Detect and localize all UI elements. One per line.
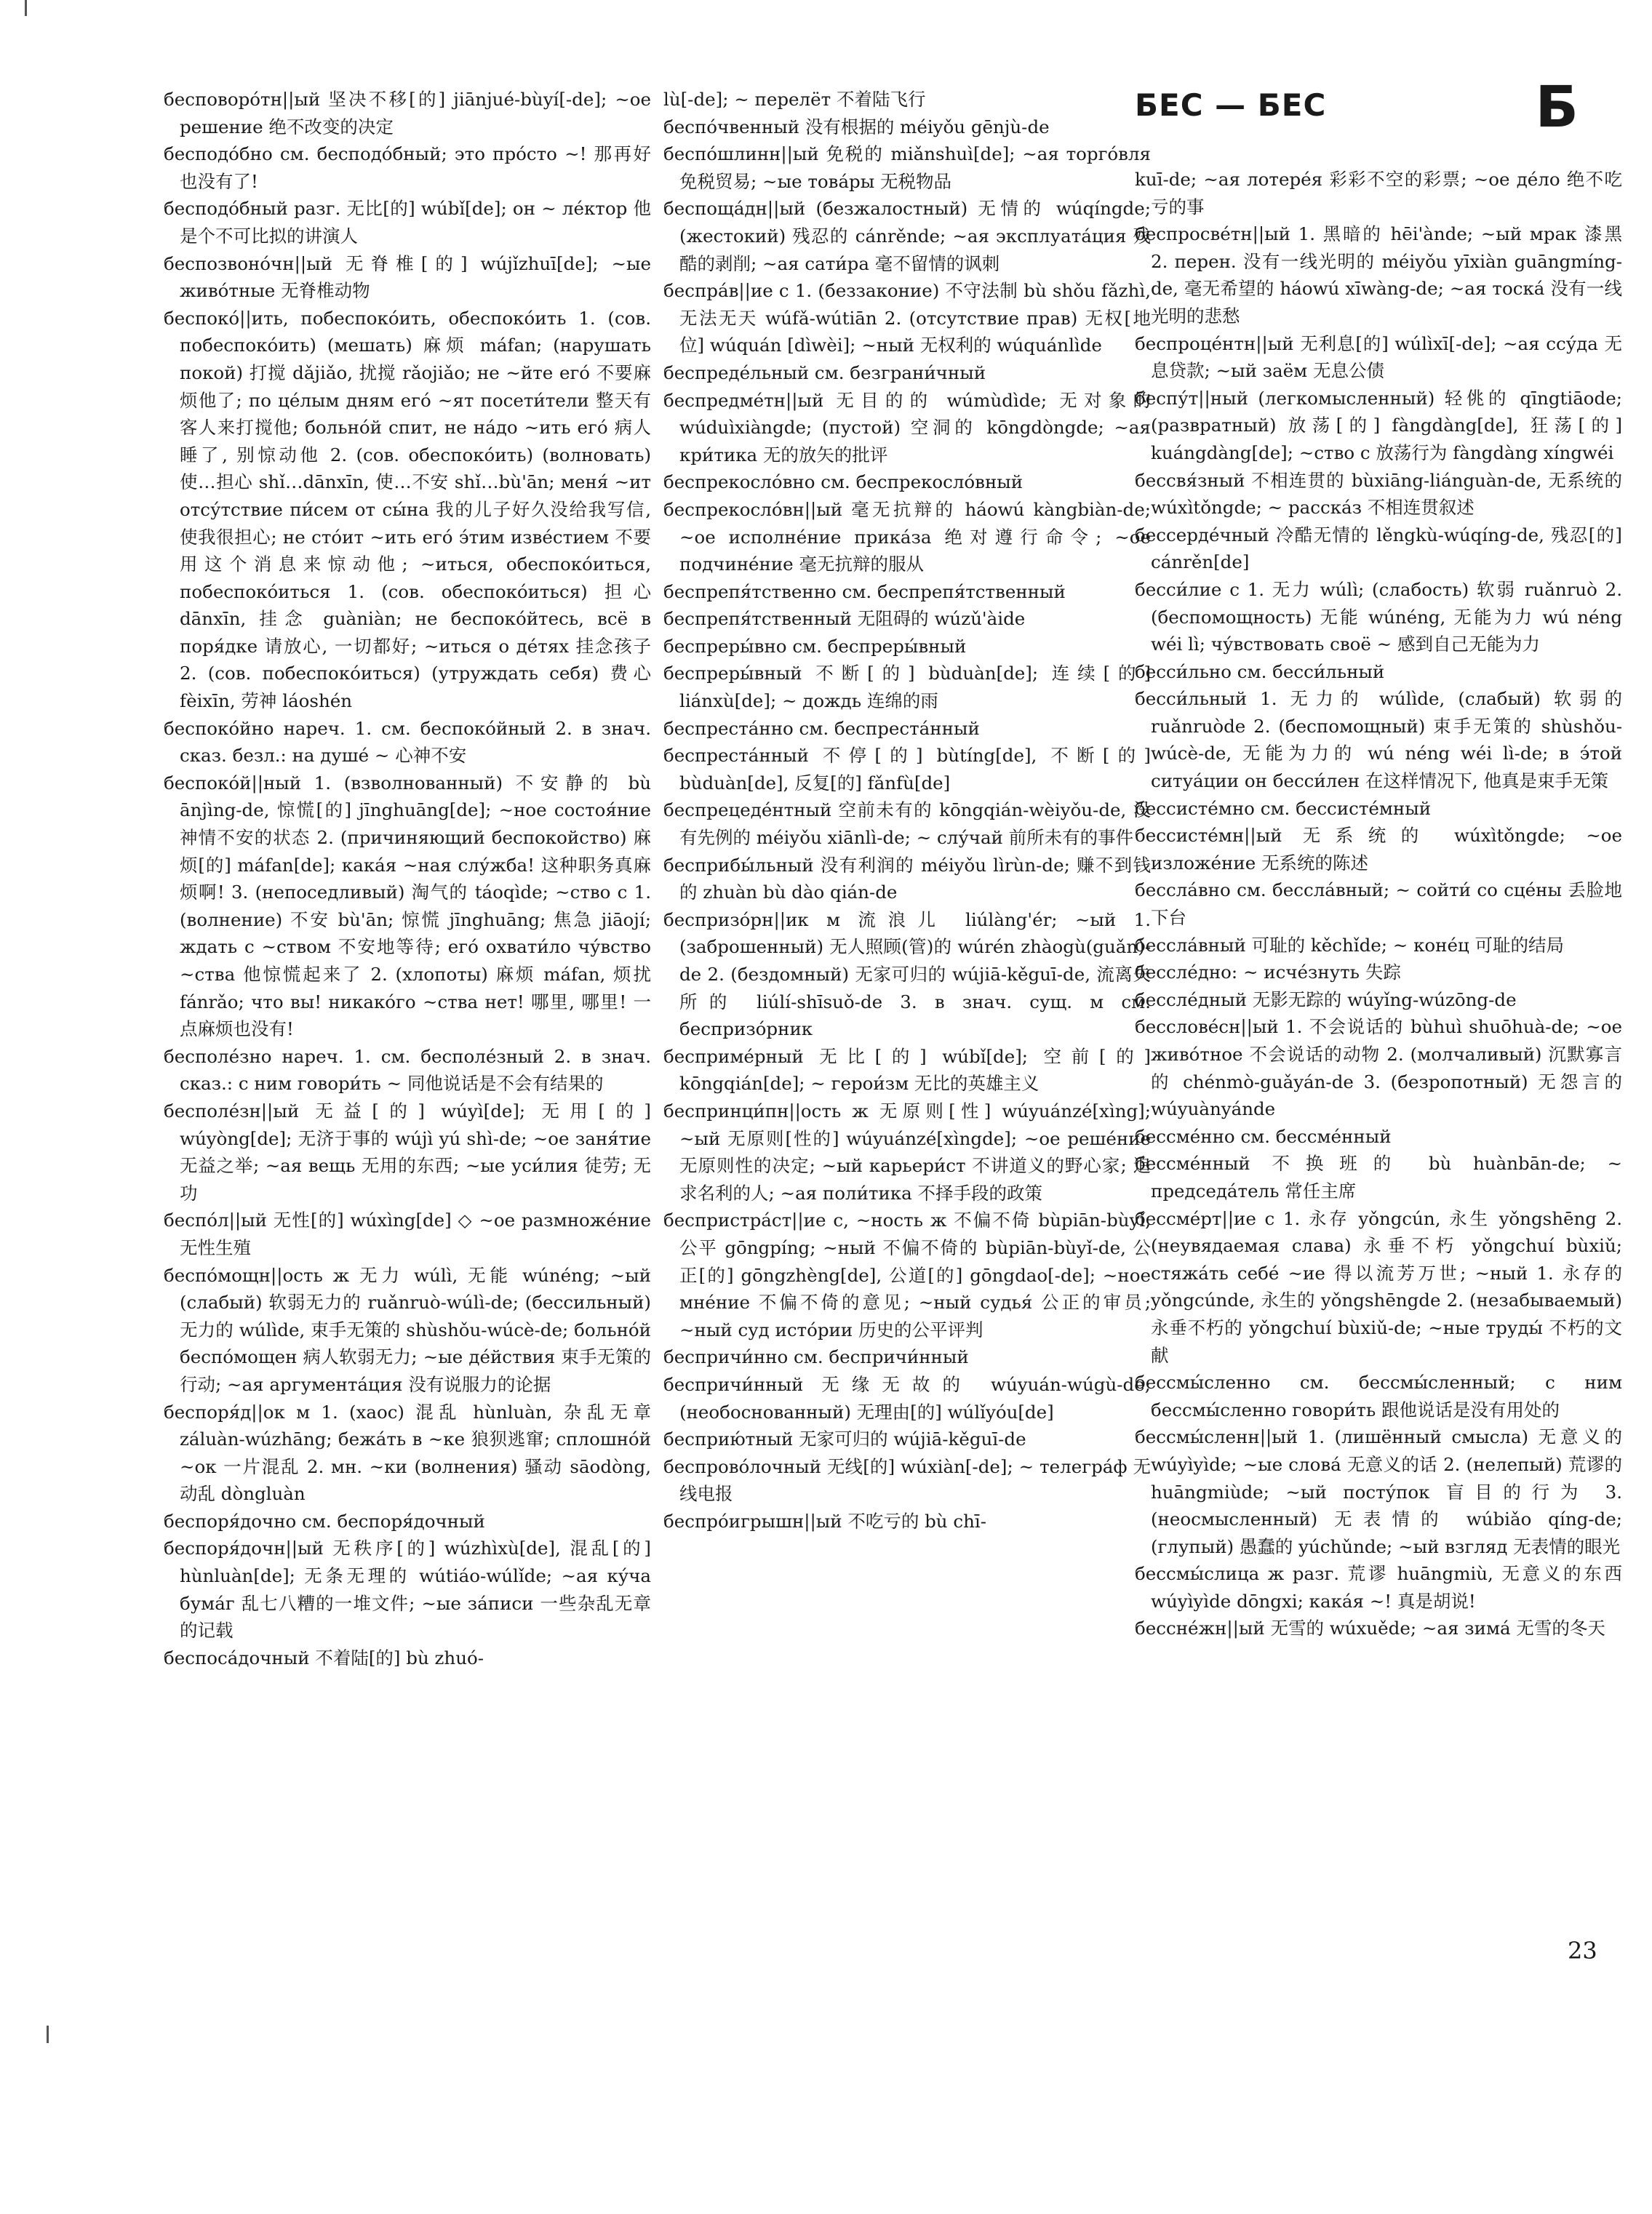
column-2 <box>663 86 1151 2035</box>
dictionary-entry: беспроце́нтн||ый 无利息[的] wúlìxī[-de]; ~ая ссу́да 无息贷款; ~ый заём 无息公债 <box>1135 332 1622 382</box>
dictionary-entry: бесси́лие с 1. 无力 wúlì; (слабость) 软弱 ruǎnruò 2. (беспомощность) 无能 wúnéng, 无能为力 wú néng wéi lì; чу́вствовать своё ~ 感到自己无能为力 <box>1135 578 1622 655</box>
dictionary-entry: беспричи́нный 无缘无故的 wúyuán-wúgù-de; (необоснованный) 无理由[的] wúlǐyóu[de] <box>663 1373 1151 1423</box>
dictionary-entry: бессме́рт||ие с 1. 永存 yǒngcún, 永生 yǒngshēng 2. (неувядаемая слава) 永垂不朽 yǒngchuí bùxiǔ; стяжа́ть себе́ ~ие 得以流芳万世; ~ный 1. 永存的 yǒngcúnde, 永生的 yǒngshēngde 2. (незабываемый) 永垂不朽的 yǒngchuí bùxiǔ-de; ~ные труды́ 不朽的文献 <box>1135 1207 1622 1366</box>
dictionary-entry: беспу́т||ный (легкомысленный) 轻佻的 qīngtiāode; (развратный) 放荡[的] fàngdàng[de], 狂荡[的] kuángdàng[de]; ~ство с 放荡行为 fàngdàng xíngwéi <box>1135 387 1622 463</box>
dictionary-entry: бессле́дный 无影无踪的 wúyǐng-wúzōng-de <box>1135 988 1517 1010</box>
dictionary-entry: беспреде́льный см. безграни́чный <box>663 361 986 383</box>
dictionary-entry: бессме́нный 不换班的 bù huànbān-de; ~ председа́тель 常任主席 <box>1135 1153 1622 1202</box>
dictionary-entry: бесси́льный 1. 无力的 wúlìde, (слабый) 软弱的 ruǎnruòde 2. (беспомощный) 束手无策的 shùshǒu-wúcè-de, 无能为力的 wú néng wéi lì-de; в э́той ситуа́ции он бесси́лен 在这样情况下, 他真是束手无策 <box>1135 688 1622 792</box>
page-number: 23 <box>1568 1937 1597 1965</box>
section-letter: Б <box>1535 75 1579 140</box>
dictionary-entry: беспреры́вный 不断[的] bùduàn[de]; 连续[的] liánxù[de]; ~ дождь 连绵的雨 <box>663 663 1151 712</box>
dictionary-entry: бессерде́чный 冷酷无情的 lěngkù-wúqíng-de, 残忍[的] cánrěn[de] <box>1135 524 1622 573</box>
dictionary-entry: беспрепя́тственный 无阻碍的 wúzǔ'àide <box>663 608 1026 630</box>
dictionary-entry: беспозвоно́чн||ый 无脊椎[的] wújǐzhuī[de]; ~ые живо́тные 无脊椎动物 <box>164 252 651 302</box>
dictionary-entry: бессисте́мно см. бессисте́мный <box>1135 797 1432 819</box>
dictionary-entry: беспоща́дн||ый (безжалостный) 无情的 wúqíngde; (жестокий) 残忍的 cánrěnde; ~ая эксплуата́ция 残酷的剥削; ~ая сати́ра 毫不留情的讽刺 <box>663 198 1151 274</box>
dictionary-entry: беспринци́пн||ость ж 无原则[性] wúyuánzé[xìng]; ~ый 无原则[性的] wúyuánzé[xìngde]; ~ое реше́ние 无原则性的决定; ~ый карьери́ст 不讲道义的野心家; 追求名利的人; ~ая поли́тика 不择手段的政策 <box>663 1100 1151 1204</box>
scan-mark <box>47 2026 49 2043</box>
dictionary-entry: бесполе́зно нареч. 1. см. бесполе́зный 2. в знач. сказ.: с ним говори́ть ~ 同他说话是不会有结果的 <box>164 1045 651 1095</box>
dictionary-entry: бесприю́тный 无家可归的 wújiā-kěguī-de <box>663 1428 1026 1450</box>
dictionary-entry: бессла́вный 可耻的 kěchǐde; ~ коне́ц 可耻的结局 <box>1135 934 1565 956</box>
dictionary-entry: беспредме́тн||ый 无目的的 wúmùdìde; 无对象的 wúduìxiàngde; (пустой) 空洞的 kōngdòngde; ~ая кри́тика 无的放矢的批评 <box>663 389 1151 465</box>
column-3 <box>1135 166 1622 2028</box>
dictionary-entry: бесслове́сн||ый 1. 不会说话的 bùhuì shuōhuà-de; ~ое живо́тное 不会说话的动物 2. (молчаливый) 沉默寡言的 chénmò-guǎyán-de 3. (безропотный) 无怨言的 wúyuànyánde <box>1135 1016 1622 1120</box>
dictionary-entry: беспричи́нно см. беспричи́нный <box>663 1346 969 1368</box>
dictionary-entry: беспо́л||ый 无性[的] wúxìng[de] ◇ ~ое размноже́ние 无性生殖 <box>164 1210 651 1258</box>
dictionary-entry: беспо́чвенный 没有根据的 méiyǒu gēnjù-de <box>663 116 1050 137</box>
dictionary-entry: беспрецеде́нтный 空前未有的 kōngqián-wèiyǒu-de, 没有先例的 méiyǒu xiānlì-de; ~ слу́чай 前所未有的事件 <box>663 799 1151 849</box>
dictionary-entry: бессмы́слица ж разг. 荒谬 huāngmiù, 无意义的东西 wúyìyìde dōngxi; кака́я ~! 真是胡说! <box>1135 1563 1622 1612</box>
dictionary-entry: бессмы́сленно см. бессмы́сленный; с ним бессмы́сленно говори́ть 跟他说话是没有用处的 <box>1135 1372 1622 1420</box>
page-header <box>1135 75 1579 159</box>
dictionary-entry: lù[-de]; ~ перелёт 不着陆飞行 <box>663 89 926 110</box>
dictionary-entry: беспристра́ст||ие с, ~ность ж 不偏不倚 bùpiān-bùyǐ, 公平 gōngpíng; ~ный 不偏不倚的 bùpiān-bùyǐ-de, 公正[的] gōngzhèng[de], 公道[的] gōngdao[-de]; ~ное мне́ние 不偏不倚的意见; ~ный судья́ 公正的审员; ~ный суд исто́рии 历史的公平评判 <box>663 1210 1151 1340</box>
dictionary-entry: бесповоро́тн||ый 坚决不移[的] jiānjué-bùyí[-de]; ~ое решение 绝不改变的决定 <box>164 89 651 137</box>
dictionary-entry: kuī-de; ~ая лотере́я 彩彩不空的彩票; ~ое де́ло 绝不吃亏的事 <box>1135 169 1622 217</box>
dictionary-entry: бессмы́сленн||ый 1. (лишённый смысла) 无意义的 wúyìyìde; ~ые слова́ 无意义的话 2. (нелепый) 荒谬的 huāngmiùde; ~ый посту́пок 盲目的行为 3. (неосмысленный) 无表情的 wúbiǎo qíng-de; (глупый) 愚蠢的 yúchǔnde; ~ый взгляд 无表情的眼光 <box>1135 1426 1622 1557</box>
dictionary-entry: беспрепя́тственно см. беспрепя́тственный <box>663 580 1066 602</box>
dictionary-entry: бессисте́мн||ый 无系统的 wúxìtǒngde; ~ое изложе́ние 无系统的陈述 <box>1135 825 1622 874</box>
dictionary-entry: беспра́в||ие с 1. (беззаконие) 不守法制 bù shǒu fǎzhì, 无法无天 wúfǎ-wútiān 2. (отсутствие прав) 无权[地位] wúquán [dìwèi]; ~ный 无权利的 wúquánlìde <box>663 280 1151 356</box>
dictionary-entry: беспоса́дочный 不着陆[的] bù zhuó- <box>164 1647 484 1669</box>
dictionary-entry: беспреста́нно см. беспреста́нный <box>663 717 980 739</box>
dictionary-entry: беспросве́тн||ый 1. 黑暗的 hēi'ànde; ~ый мрак 漆黑 2. перен. 没有一线光明的 méiyǒu yīxiàn guāngmíng-de, 毫无希望的 háowú xīwàng-de; ~ая тоска́ 没有一线光明的悲愁 <box>1135 223 1622 327</box>
dictionary-entry: беспо́шлинн||ый 免税的 miǎnshuì[de]; ~ая торго́вля 免税贸易; ~ые това́ры 无税物品 <box>663 143 1151 192</box>
dictionary-entry: беспоря́дочно см. беспоря́дочный <box>164 1510 485 1532</box>
scan-mark <box>25 0 27 16</box>
dictionary-entry: беспреста́нный 不停[的] bùtíng[de], 不断[的] bùduàn[de], 反复[的] fǎnfù[de] <box>663 745 1151 794</box>
dictionary-entry: бессла́вно см. бессла́вный; ~ сойти́ со сце́ны 丢脸地下台 <box>1135 879 1622 929</box>
dictionary-entry: бесподо́бно см. бесподо́бный; это про́сто ~! 那再好也没有了! <box>164 143 651 192</box>
dictionary-entry: бессле́дно: ~ исче́знуть 失踪 <box>1135 962 1401 983</box>
dictionary-entry: беспоко́||ить, побеспоко́ить, обеспоко́ить 1. (сов. побеспоко́ить) (мешать) 麻烦 máfan; (нарушать покой) 打搅 dǎjiǎo, 扰搅 rǎojiǎo; не ~йте его́ 不要麻烦他了; по це́лым дням его́ ~ят посети́тели 整天有客人来打搅他; больно́й спит, не на́до ~ить его́ 病人睡了, 别惊动他 2. (сов. обеспоко́ить) (волновать) 使…担心 shǐ…dānxīn, 使…不安 shǐ…bù'ān; меня́ ~ит отсу́тствие пи́сем от сы́на 我的儿子好久没给我写信, 使我很担心; не сто́ит ~ить его́ э́тим изве́стием 不要用这个消息来惊动他; ~иться, обеспоко́иться, побеспоко́иться 1. (сов. обеспоко́иться) 担心 dānxīn, 挂念 guàniàn; не беспоко́йтесь, всё в поря́дке 请放心, 一切都好; ~иться о де́тях 挂念孩子 2. (сов. побеспоко́иться) (утруждать себя) 费心 fèixīn, 劳神 láoshén <box>164 307 651 712</box>
dictionary-entry: беспоря́дочн||ый 无秩序[的] wúzhìxù[de], 混乱[的] hùnluàn[de]; 无条无理的 wútiáo-wúlǐde; ~ая ку́ча бума́г 乱七八糟的一堆文件; ~ые за́писи 一些杂乱无章的记载 <box>164 1538 651 1642</box>
dictionary-entry: бесприбы́льный 没有利润的 méiyǒu lìrùn-de; 赚不到钱的 zhuàn bù dào qián-de <box>663 854 1151 903</box>
dictionary-entry: беспро́игрышн||ый 不吃亏的 bù chī- <box>663 1510 986 1532</box>
running-head: БЕС — БЕС <box>1135 87 1327 123</box>
dictionary-entry: бессвя́зный 不相连贯的 bùxiāng-liánguàn-de, 无系统的 wúxìtǒngde; ~ расска́з 不相连贯叙述 <box>1135 469 1622 519</box>
column-1 <box>164 86 651 2035</box>
dictionary-entry: бесполе́зн||ый 无益[的] wúyì[de]; 无用[的] wúyòng[de]; 无济于事的 wújì yú shì-de; ~ое заня́тие 无益之举; ~ая вещь 无用的东西; ~ые уси́лия 徒劳; 无功 <box>164 1100 651 1204</box>
dictionary-entry: бесподо́бный разг. 无比[的] wúbǐ[de]; он ~ ле́ктор 他是个不可比拟的讲演人 <box>164 198 651 247</box>
dictionary-entry: беспрекосло́вно см. беспрекосло́вный <box>663 471 1023 493</box>
dictionary-entry: беспо́мощн||ость ж 无力 wúlì, 无能 wúnéng; ~ый (слабый) 软弱无力的 ruǎnruò-wúlì-de; (бессильный) 无力的 wúlìde, 束手无策的 shùshǒu-wúcè-de; больно́й беспо́мощен 病人软弱无力; ~ые де́йствия 束手无策的行动; ~ая аргумента́ция 没有说服力的论据 <box>164 1264 651 1395</box>
dictionary-entry: бесси́льно см. бесси́льный <box>1135 660 1385 682</box>
dictionary-entry: беспоко́й||ный 1. (взволнованный) 不安静的 bù ānjìng-de, 惊慌[的] jīnghuāng[de]; ~ное состоя́ние 神情不安的状态 2. (причиняющий беспокойство) 麻烦[的] máfan[de]; кака́я ~ная слу́жба! 这种职务真麻烦啊! 3. (непоседливый) 淘气的 táoqìde; ~ство с 1. (волнение) 不安 bù'ān; 惊慌 jīnghuāng; 焦急 jiāojí; ждать с ~ством 不安地等待; его́ охвати́ло чу́вство ~ства 他惊慌起来了 2. (хлопоты) 麻烦 máfan, 烦扰 fánrǎo; что вы! никако́го ~ства нет! 哪里, 哪里! 一点麻烦也没有! <box>164 772 651 1040</box>
dictionary-entry: беспоко́йно нареч. 1. см. беспоко́йный 2. в знач. сказ. безл.: на душе́ ~ 心神不安 <box>164 717 651 767</box>
dictionary-entry: бессне́жн||ый 无雪的 wúxuěde; ~ая зима́ 无雪的冬天 <box>1135 1618 1605 1639</box>
dictionary-entry: бессме́нно см. бессме́нный <box>1135 1125 1392 1147</box>
dictionary-entry: беспреры́вно см. беспреры́вный <box>663 635 967 657</box>
dictionary-entry: беспризо́рн||ик м 流浪儿 liúlàng'ér; ~ый 1. (заброшенный) 无人照顾(管)的 wúrén zhàogù(guǎn)-de 2. (бездомный) 无家可归的 wújiā-kěguī-de, 流离失所的 liúlí-shīsuǒ-de 3. в знач. сущ. м см. беспризо́рник <box>663 908 1151 1040</box>
dictionary-entry: беспоря́д||ок м 1. (хаос) 混乱 hùnluàn, 杂乱无章 záluàn-wúzhāng; бежа́ть в ~ке 狼狈逃窜; сплошно́й ~ок 一片混乱 2. мн. ~ки (волнения) 骚动 sāodòng, 动乱 dòngluàn <box>164 1401 651 1505</box>
dictionary-entry: беспрово́лочный 无线[的] wúxiàn[-de]; ~ телегра́ф 无线电报 <box>663 1455 1151 1505</box>
dictionary-entry: беспрекосло́вн||ый 毫无抗辩的 háowú kàngbiàn-de; ~ое исполне́ние прика́за 绝对遵行命令; ~ое подчине́ние 毫无抗辩的服从 <box>663 498 1151 575</box>
dictionary-entry: бесприме́рный 无比[的] wúbǐ[de]; 空前[的] kōngqián[de]; ~ герои́зм 无比的英雄主义 <box>663 1045 1151 1095</box>
